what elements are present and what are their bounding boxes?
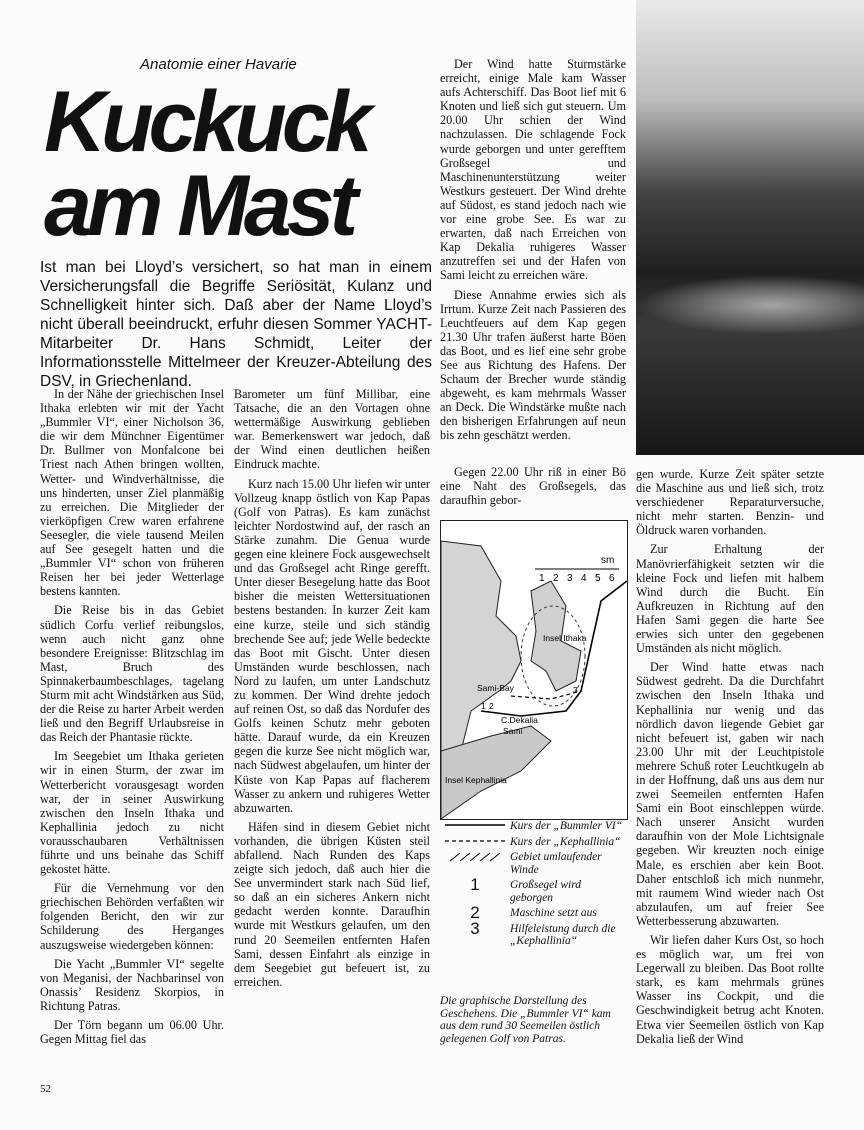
paragraph: Der Wind hatte Sturmstärke erreicht, einige Male kam Wasser aufs Achterschiff. Das Boot lief mit 6 Knoten und ließ sich gut steuern. Um 20.00 Uhr schien der Wind nachzulassen. Die schlagende Fock wurde geborgen und unter gerefftem Großsegel und Maschinenunterstützung weiter Westkurs gesteuert. Der Wind drehte auf Südost, es stand jedoch nach wie vor eine grobe See. Es war zu erwarten, daß nach Erreichen von Kap Dekalia ruhigeres Wasser anzutreffen sei und der Hafen von Sami leicht zu erreichen wäre. bbox=[440, 57, 626, 283]
page-number: 52 bbox=[40, 1083, 51, 1095]
paragraph: Barometer um fünf Millibar, eine Tatsache, die an den Vortagen ohne wettermäßige Auswirkung geblieben war. Bemerkenswert war jedoch, daß der Wind einen deutlichen heißen Eindruck machte. bbox=[234, 387, 430, 472]
map-label: Sami bbox=[503, 726, 523, 736]
map-label: C.Dekalia bbox=[501, 715, 538, 725]
paragraph: Der Törn begann um 06.00 Uhr. Gegen Mittag fiel das bbox=[40, 1018, 224, 1047]
paragraph: In der Nähe der griechischen Insel Ithaka erlebten wir mit der Yacht „Bummler VI“, einer Nicholson 36, die wir dem Münchner Eigentümer Dr. Bullmer von Monfalcone bei Triest nach Athen bringen wollten, Wetter- und Windverhältnisse, die uns hinderten, unser Ziel planmäßig zu erreichen. Die Mitglieder der vierköpfigen Crew waren erfahrene Seesegler, die viele tausend Meilen auf See gesegelt hatten und die „Bummler VI“ schon von früheren Reisen her bei jeder Wetterlage bestens kannten. bbox=[40, 387, 224, 599]
scale-tick: 5 bbox=[595, 573, 601, 584]
scale-unit: sm bbox=[601, 555, 615, 566]
legend-item bbox=[440, 836, 626, 849]
legend-item bbox=[440, 918, 626, 948]
paragraph: Der Wind hatte etwas nach Südwest gedreht. Da die Durchfahrt zwischen den Inseln Ithaka und Kephallinia nur wenig und das nördlich davon liegende Gebiet gar nicht befeuert ist, gaben wir nach 23.00 Uhr mit der Leuchtpistole mehrere Schuß roter Leuchtkugeln ab in der Hoffnung, daß uns aus dem nur zwei Seemeilen entfernten Hafen Sami ein Boot einschleppen würde. Nach unserer Ansicht wurden daraufhin von der Mole Lichtsignale gegeben. Wir kreuzten noch einige Male, es erschien aber kein Boot. Daher entschloß ich mich nunmehr, mit raumem Wind wieder nach Ost abzulaufen, um auf freier See Wetterbesserung abzuwarten. bbox=[636, 660, 824, 928]
map-label: Sami-Bay bbox=[477, 683, 514, 693]
storm-sea-photo bbox=[636, 0, 864, 455]
map-label: Insel Kephallinia bbox=[445, 775, 507, 785]
wind-hatch-symbol bbox=[440, 851, 510, 863]
paragraph: Häfen sind in diesem Gebiet nicht vorhanden, die übrigen Küsten steil abfallend. Nach Runden des Kaps zeigte sich jedoch, daß auch hier die See unvermindert stark nach Süd lief, so daß an ein sicheres Ankern nicht gedacht werden konnte. Daraufhin wurde mit Westkurs gelaufen, um den rund 20 Seemeilen entfernten Hafen Sami, dessen Einfahrt als einzige in dem Seegebiet gut befeuert ist, zu erreichen. bbox=[234, 819, 430, 989]
legend-text: Kurs der „Kephallinia“ bbox=[510, 835, 621, 848]
scale-tick: 2 bbox=[553, 573, 559, 584]
article-column-1 bbox=[40, 387, 224, 1051]
paragraph: Zur Erhaltung der Manövrierfähigkeit setzten wir die kleine Fock und liefen mit halbem Wind durch die Bucht. Ein Aufkreuzen in Richtung auf den Hafen Sami gegen die harte See erwies sich unter den gegebenen Umständen als nicht möglich. bbox=[636, 542, 824, 656]
map-point: 1 bbox=[481, 701, 486, 711]
scale-bar bbox=[535, 555, 619, 584]
dashed-line-symbol bbox=[440, 836, 510, 846]
legend-text: Maschine setzt aus bbox=[510, 907, 597, 919]
paragraph: Wir liefen daher Kurs Ost, so hoch es möglich war, um frei von Legerwall zu bleiben. Das Boot rollte stark, es kam mehrmals grünes Wasser ins Cockpit, und die Geschwindigkeit betrug acht Knoten. Etwa vier Seemeilen östlich von Kap Dekalia ließ der Wind bbox=[636, 933, 824, 1046]
legend-item bbox=[440, 820, 626, 833]
legend-text: Großsegel wird geborgen bbox=[510, 879, 582, 904]
map-point: 2 bbox=[489, 701, 494, 711]
scale-tick: 3 bbox=[567, 573, 573, 584]
paragraph: Im Seegebiet um Ithaka gerieten wir in einen Sturm, der zwar im Wetterbericht vorausgesagt worden war, der in seiner Auswirkung zwischen den Inseln Ithaka und Kephallinia jedoch zu nicht vorausschaubaren Verhältnissen führte und uns beinahe das Schiff gekostet hätte. bbox=[40, 749, 224, 877]
paragraph: Für die Vernehmung vor den griechischen Behörden verfaßten wir folgenden Bericht, den wir zur Schilderung des Herganges auszugsweise wiedergeben können: bbox=[40, 881, 224, 952]
map-caption: Die graphische Darstellung des Geschehens. Die „Bummler VI“ kam aus dem rund 30 Seemeilen östlich gelegenen Golf von Patras. bbox=[440, 995, 611, 1045]
article-column-3 bbox=[440, 57, 626, 448]
legend-text: Gebiet umlaufender Winde bbox=[510, 851, 602, 876]
map-legend bbox=[440, 820, 626, 951]
scale-tick: 4 bbox=[581, 573, 587, 584]
legend-item bbox=[440, 875, 626, 904]
article-column-4 bbox=[636, 467, 824, 1051]
article-column-3-continued bbox=[440, 465, 626, 512]
legend-text: Kurs der „Bummler VI“ bbox=[510, 820, 623, 832]
legend-item bbox=[440, 851, 626, 876]
course-kephallinia bbox=[511, 691, 581, 699]
paragraph: Die Yacht „Bummler VI“ segelte von Meganisi, der Nachbarinsel von Onassis’ Residenz Skorpios, in Richtung Patras. bbox=[40, 956, 224, 1013]
legend-number: 2 bbox=[470, 903, 480, 922]
paragraph: Diese Annahme erwies sich als Irrtum. Kurze Zeit nach Passieren des Leuchtfeuers auf dem Kap gegen 21.30 Uhr trafen äußerst harte Böen das Boot, und es lief eine sehr grobe See aus Richtung des Hafens. Der Schaum der Brecher wurde ständig abgeweht, es kam mehrmals Wasser an Deck. Die Windstärke mußte nach den bisherigen Erfahrungen auf neun bis zehn geschätzt werden. bbox=[440, 287, 626, 443]
paragraph: Kurz nach 15.00 Uhr liefen wir unter Vollzeug knapp östlich von Kap Papas (Golf von Patras). Es kam zunächst leichter Nordostwind auf, der rasch an Stärke zunahm. Die Genua wurde gegen eine kleinere Fock ausgewechselt und das Großsegel acht Ringe gerefft. Unter dieser Besegelung hatte das Boot bisher die meisten Wettersituationen bestens bestanden. In kurzer Zeit kam eine kurze, steile und sich ständig brechende See auf; jede Welle bedeckte das Boot mit Gischt. Unter diesen Umständen wurde beschlossen, nach Nord zu laufen, um unter Landschutz zu kommen. Der Wind drehte jedoch auf reinen Ost, so daß das Nordufer des Golfs keinen Schutz mehr geboten hätte. Darauf wurde, da ein Kreuzen gegen die kurze See nicht möglich war, nach Südwest abgelaufen, um hinter der Küste von Kap Papas auf flacherem Wasser zu ankern und ruhigeres Wetter abzuwarten. bbox=[234, 476, 430, 815]
paragraph: Die Reise bis in das Gebiet südlich Corfu verlief reibungslos, wenn auch nicht ganz ohne besondere Ereignisse: Blitzschlag im Mast, Bruch des Spinnakerbaumbeschlages, tagelang Sturm mit acht Windstärken aus Süd, der die Reise zu harter Arbeit werden ließ und den Begriff Urlaubsreise in das Reich der Phantasie rückte. bbox=[40, 603, 224, 745]
headline-line-1: Kuckuck bbox=[44, 74, 368, 170]
solid-line-symbol bbox=[440, 820, 510, 830]
map-label: Insel Ithaka bbox=[543, 633, 587, 643]
paragraph: gen wurde. Kurze Zeit später setzte die Maschine aus und ließ sich, trotz verschiedener Reparaturversuche, nicht mehr starten. Benzin- und Öldruck waren vorhanden. bbox=[636, 467, 824, 538]
lead-paragraph: Ist man bei Lloyd’s versichert, so hat man in einem Versicherungsfall die Begriffe Seriösität, Kulanz und Schnelligkeit hinter sich. Daß aber der Name Lloyd’s nicht überall beeindruckt, erfuhr diesen Sommer YACHT-Mitarbeiter Dr. Hans Schmidt, Leiter der Informationsstelle Mittelmeer der Kreuzer-Abteilung des DSV, in Griechenland. bbox=[40, 259, 432, 390]
legend-text: Hilfeleistung durch die „Kephallinia“ bbox=[510, 922, 616, 947]
headline-line-2: am Mast bbox=[44, 158, 354, 254]
map-graphic bbox=[441, 521, 627, 819]
scale-tick: 1 bbox=[539, 573, 545, 584]
legend-item bbox=[440, 903, 626, 922]
scale-tick: 6 bbox=[609, 573, 615, 584]
article-column-2 bbox=[234, 387, 430, 994]
paragraph: Gegen 22.00 Uhr riß in einer Bö eine Naht des Großsegels, das daraufhin gebor- bbox=[440, 465, 626, 508]
map-point: 3 bbox=[573, 685, 578, 695]
kicker: Anatomie einer Havarie bbox=[140, 56, 297, 73]
legend-number: 3 bbox=[470, 918, 480, 938]
headline bbox=[44, 74, 444, 254]
legend-number: 1 bbox=[470, 875, 480, 894]
course-map bbox=[440, 520, 628, 820]
